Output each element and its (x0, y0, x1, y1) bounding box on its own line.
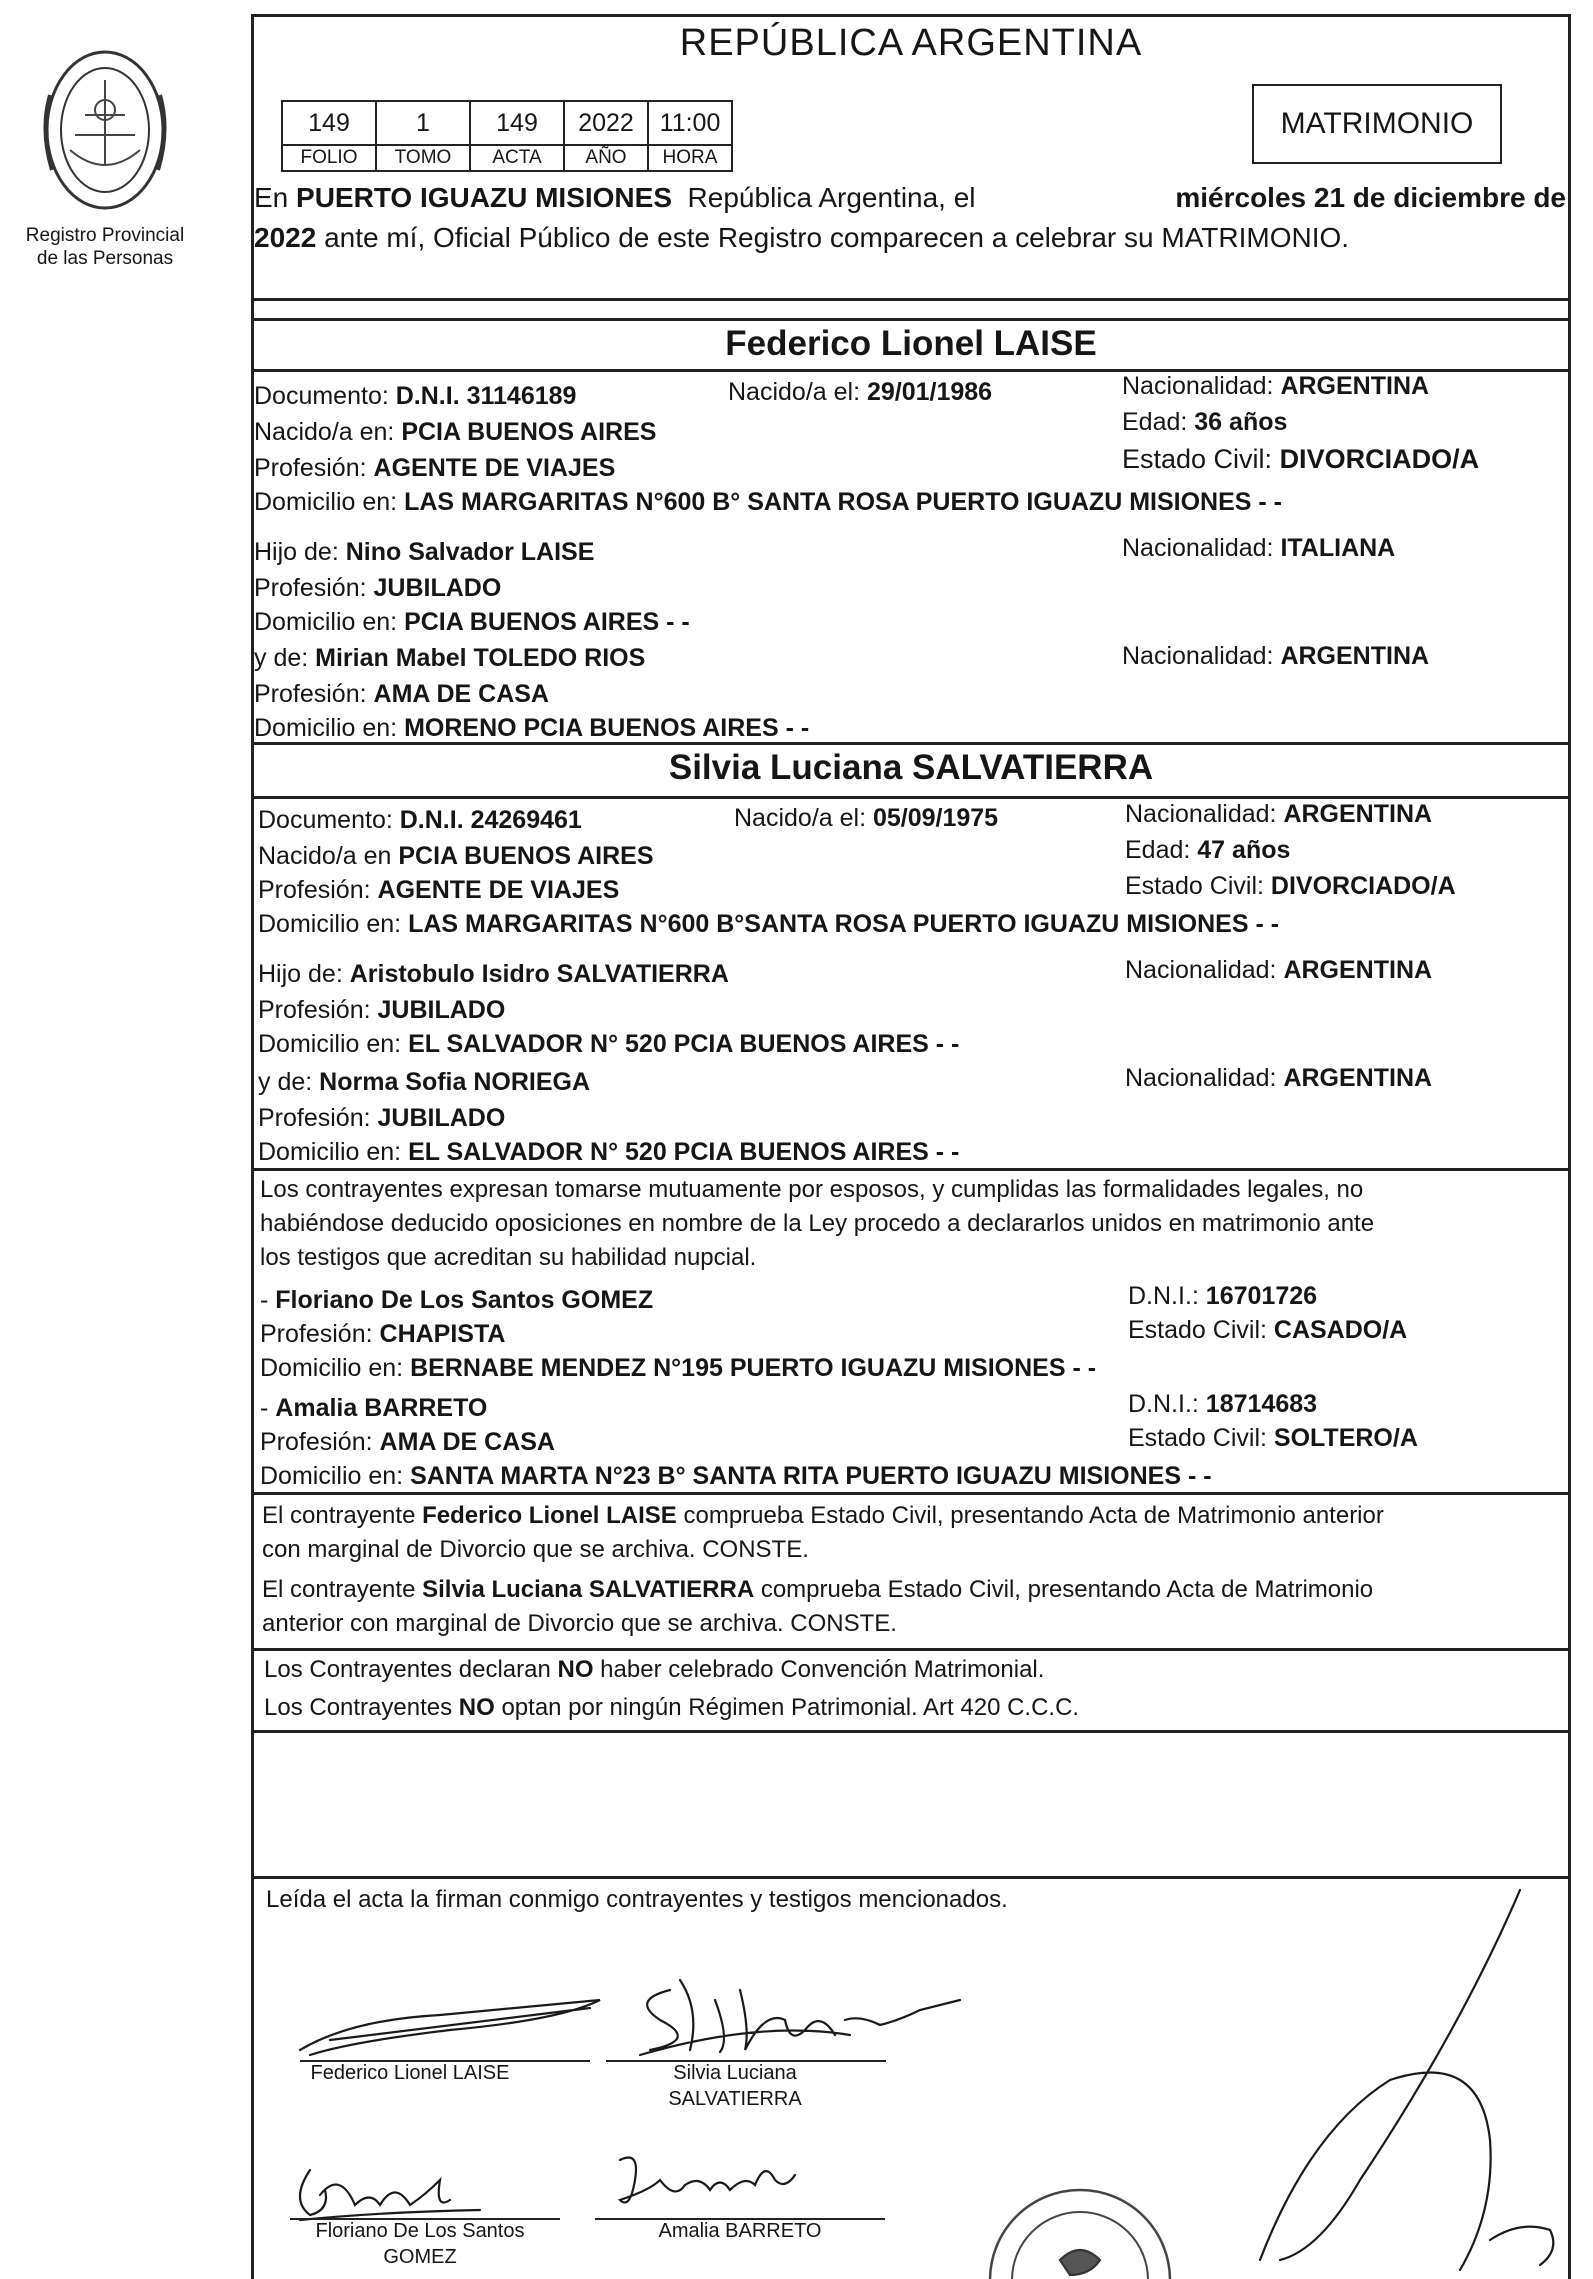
divider (251, 742, 1571, 745)
divider (251, 1168, 1571, 1171)
hour-label: HORA (648, 145, 732, 171)
witness2-name: - Amalia BARRETO (260, 1394, 488, 1422)
spouse1-mother-nationality: Nacionalidad: ARGENTINA (1122, 642, 1430, 670)
signature-label-spouse1: Federico Lionel LAISE (310, 2062, 510, 2084)
witness2-address: Domicilio en: SANTA MARTA N°23 B° SANTA RITA PUERTO IGUAZU MISIONES - - (260, 1462, 1212, 1490)
spouse2-father-address: Domicilio en: EL SALVADOR N° 520 PCIA BUENOS AIRES - - (258, 1030, 960, 1058)
registry-caption-line2: de las Personas (36, 248, 174, 269)
spouse1-age: Edad: 36 años (1122, 408, 1288, 436)
acta-label: ACTA (470, 145, 564, 171)
intro-text-3: ante mí, Oficial Público de este Registro comparecen a celebrar su MATRIMONIO. (316, 222, 1350, 253)
civil-proof-a-line2: con marginal de Divorcio que se archiva. CONSTE. (262, 1536, 809, 1563)
declaration-line3: los testigos que acreditan su habilidad nupcial. (260, 1244, 757, 1271)
spouse2-birth-date: Nacido/a el: 05/09/1975 (734, 804, 999, 832)
page-title: REPÚBLICA ARGENTINA (679, 22, 1143, 64)
registry-numbers-table (281, 100, 733, 172)
spouse2-birth-place: Nacido/a en PCIA BUENOS AIRES (258, 842, 654, 870)
witness2-civil-status: Estado Civil: SOLTERO/A (1128, 1424, 1418, 1452)
declaration-line1: Los contrayentes expresan tomarse mutuamente por esposos, y cumplidas las formalidades legales, no (260, 1176, 1364, 1203)
signature-label-witness1-line2: GOMEZ (383, 2246, 457, 2268)
signature-silvia-salvatierra (620, 1960, 980, 2070)
witness1-profession: Profesión: CHAPISTA (260, 1320, 506, 1348)
spouse2-father-nationality: Nacionalidad: ARGENTINA (1125, 956, 1433, 984)
spouse2-age: Edad: 47 años (1125, 836, 1291, 864)
spouse1-father-profession: Profesión: JUBILADO (254, 574, 502, 602)
spouse2-address: Domicilio en: LAS MARGARITAS N°600 B°SANTA ROSA PUERTO IGUAZU MISIONES - - (258, 910, 1280, 938)
year-value: 2022 (564, 101, 648, 145)
spouse1-profession: Profesión: AGENTE DE VIAJES (254, 454, 616, 482)
spouse1-name-heading: Federico Lionel LAISE (725, 324, 1097, 363)
folio-label: FOLIO (282, 145, 376, 171)
intro-text-1: En (254, 182, 297, 213)
intro-date-b: 2022 (254, 222, 317, 253)
spouse2-profession: Profesión: AGENTE DE VIAJES (258, 876, 620, 904)
divider (251, 1876, 1571, 1879)
intro-place: PUERTO IGUAZU MISIONES (296, 182, 672, 213)
declaration-line2: habiéndose deducido oposiciones en nombre de la Ley procedo a declararlos unidos en matrimonio ante (260, 1210, 1375, 1237)
spouse1-nationality: Nacionalidad: ARGENTINA (1122, 372, 1430, 400)
spouse2-mother-nationality: Nacionalidad: ARGENTINA (1125, 1064, 1433, 1092)
spouse2-nationality: Nacionalidad: ARGENTINA (1125, 800, 1433, 828)
spouse1-birth-place: Nacido/a en: PCIA BUENOS AIRES (254, 418, 657, 446)
spouse1-birth-date: Nacido/a el: 29/01/1986 (728, 378, 993, 406)
witness1-address: Domicilio en: BERNABE MENDEZ N°195 PUERTO IGUAZU MISIONES - - (260, 1354, 1097, 1382)
tomo-value: 1 (376, 101, 470, 145)
spouse2-civil-status: Estado Civil: DIVORCIADO/A (1125, 872, 1456, 900)
spouse1-document: Documento: D.N.I. 31146189 (254, 382, 577, 410)
divider (251, 796, 1571, 799)
spouse2-document: Documento: D.N.I. 24269461 (258, 806, 582, 834)
witness1-dni: D.N.I.: 16701726 (1128, 1282, 1318, 1310)
spouse2-mother-address: Domicilio en: EL SALVADOR N° 520 PCIA BUENOS AIRES - - (258, 1138, 960, 1166)
spouse1-mother-address: Domicilio en: MORENO PCIA BUENOS AIRES - - (254, 714, 810, 742)
signature-label-witness2: Amalia BARRETO (658, 2220, 822, 2242)
hour-value: 11:00 (648, 101, 732, 145)
spouse1-father-nationality: Nacionalidad: ITALIANA (1122, 534, 1396, 562)
spouse2-mother-profession: Profesión: JUBILADO (258, 1104, 506, 1132)
tomo-label: TOMO (376, 145, 470, 171)
spouse1-civil-status: Estado Civil: DIVORCIADO/A (1122, 444, 1480, 474)
spouse1-father: Hijo de: Nino Salvador LAISE (254, 538, 595, 566)
signature-label-spouse2-line2: SALVATIERRA (668, 2088, 802, 2110)
civil-proof-b-line2: anterior con marginal de Divorcio que se archiva. CONSTE. (262, 1610, 897, 1637)
witness1-civil-status: Estado Civil: CASADO/A (1128, 1316, 1408, 1344)
official-stamp-icon (980, 2180, 1180, 2279)
spouse1-mother-profession: Profesión: AMA DE CASA (254, 680, 549, 708)
witness2-dni: D.N.I.: 18714683 (1128, 1390, 1318, 1418)
intro-text-2: República Argentina, el (672, 182, 984, 213)
witness2-profession: Profesión: AMA DE CASA (260, 1428, 555, 1456)
spouse1-father-address: Domicilio en: PCIA BUENOS AIRES - - (254, 608, 690, 636)
spouse2-mother: y de: Norma Sofia NORIEGA (258, 1068, 591, 1096)
divider (251, 1492, 1571, 1495)
civil-proof-a-line1: El contrayente Federico Lionel LAISE comprueba Estado Civil, presentando Acta de Matrimonio anterior (262, 1502, 1384, 1529)
registry-caption-line1: Registro Provincial (25, 225, 185, 246)
spouse2-father: Hijo de: Aristobulo Isidro SALVATIERRA (258, 960, 729, 988)
regime-line1: Los Contrayentes declaran NO haber celebrado Convención Matrimonial. (264, 1656, 1045, 1683)
divider (251, 1648, 1571, 1651)
acta-value: 149 (470, 101, 564, 145)
folio-value: 149 (282, 101, 376, 145)
signature-label-spouse2-line1: Silvia Luciana (673, 2062, 797, 2084)
closing-statement: Leída el acta la firman conmigo contrayentes y testigos mencionados. (266, 1886, 1008, 1913)
spouse1-address: Domicilio en: LAS MARGARITAS N°600 B° SANTA ROSA PUERTO IGUAZU MISIONES - - (254, 488, 1282, 516)
divider (251, 318, 1571, 321)
regime-line2: Los Contrayentes NO optan por ningún Régimen Patrimonial. Art 420 C.C.C. (264, 1694, 1080, 1721)
signature-amalia-barreto (600, 2140, 830, 2220)
spouse2-name-heading: Silvia Luciana SALVATIERRA (668, 748, 1154, 787)
signature-official (1160, 1880, 1580, 2279)
spouse1-mother: y de: Mirian Mabel TOLEDO RIOS (254, 644, 646, 672)
intro-date-a: miércoles 21 de diciembre de (1175, 182, 1566, 213)
registry-logo-block (0, 40, 210, 270)
signature-label-witness1-line1: Floriano De Los Santos (315, 2220, 525, 2242)
divider (251, 1730, 1571, 1733)
record-type-badge: MATRIMONIO (1252, 84, 1502, 164)
intro-paragraph (254, 178, 1566, 258)
year-label: AÑO (564, 145, 648, 171)
signature-federico-laise (290, 1980, 610, 2070)
misiones-seal-icon (30, 40, 180, 220)
spouse2-father-profession: Profesión: JUBILADO (258, 996, 506, 1024)
civil-proof-b-line1: El contrayente Silvia Luciana SALVATIERRA comprueba Estado Civil, presentando Acta de Matrimonio (262, 1576, 1374, 1603)
divider (251, 298, 1571, 301)
witness1-name: - Floriano De Los Santos GOMEZ (260, 1286, 654, 1314)
